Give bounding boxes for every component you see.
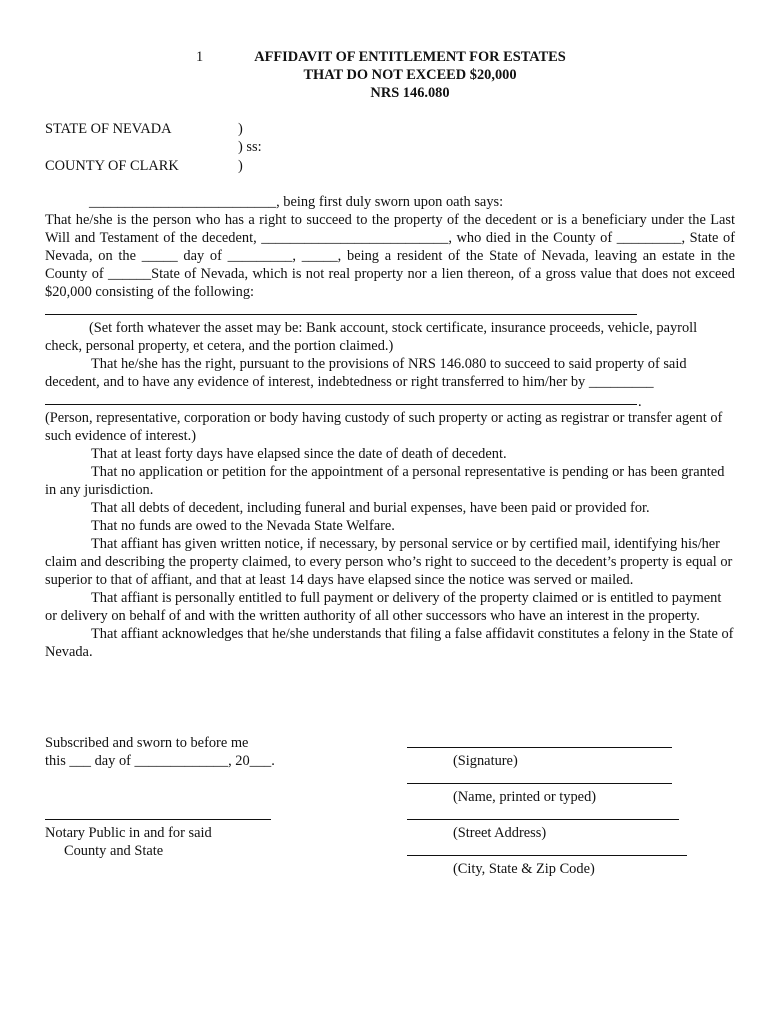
date-line-text[interactable]: this ___ day of _____________, 20___. (45, 753, 275, 769)
subscribed-text: Subscribed and sworn to before me (45, 735, 249, 751)
document-title (230, 48, 590, 102)
custody-note: (Person, representative, corporation or body having custody of such property or acting as registrar or transfer agent of such evidence of interest.) (45, 410, 723, 444)
affidavit-body-part3 (45, 409, 735, 661)
affidavit-body-part2 (45, 319, 735, 391)
venue-paren-ss: ) ss: (238, 139, 262, 155)
oath-line: __________________________, being first duly sworn upon oath says: (89, 194, 504, 210)
affiant-signature-line[interactable] (407, 747, 672, 748)
no-application-clause: That no application or petition for the appointment of a personal representative is pending or has been granted in any jurisdiction. (45, 464, 725, 498)
asset-description-line[interactable] (45, 314, 637, 315)
notary-label-1: Notary Public in and for said (45, 825, 212, 841)
forty-days-clause: That at least forty days have elapsed since the date of death of decedent. (91, 446, 507, 462)
debts-paid-clause: That all debts of decedent, including funeral and burial expenses, have been paid or provided for. (91, 500, 650, 516)
transferee-line[interactable] (45, 404, 637, 405)
street-address-label: (Street Address) (453, 825, 547, 841)
right-to-succeed-paragraph: That he/she has the right, pursuant to the provisions of NRS 146.080 to succeed to said property of said decedent, and to have any evidence of interest, indebtedness or right transferred to him/her by _________ (45, 356, 687, 390)
city-state-zip-line[interactable] (407, 855, 687, 856)
notary-signature-line[interactable] (45, 819, 271, 820)
printed-name-line[interactable] (407, 783, 672, 784)
felony-acknowledgment: That affiant acknowledges that he/she understands that filing a false affidavit constitutes a felony in the State of Nevada. (45, 626, 734, 660)
signature-label: (Signature) (453, 753, 518, 769)
entitlement-paragraph: That he/she is the person who has a right to succeed to the property of the decedent or is a beneficiary under the Last Will and Testament of the decedent, __________________________, who died in the County of _________, State of Nevada, on the _____ day of _________, _____, being a resident of the State of Nevada, leaving an estate in the County of ______State of Nevada, which is not real property nor a lien thereon, of a gross value that does not exceed $20,000 consisting of the following: (45, 212, 735, 300)
entitled-clause: That affiant is personally entitled to full payment or delivery of the property claimed or is entitled to payment or delivery on behalf of and with the written authority of all other successors who have an interest in the property. (45, 590, 722, 624)
page-number: 1 (196, 49, 204, 65)
venue-county: COUNTY OF CLARK (45, 158, 179, 174)
title-line-3: NRS 146.080 (370, 85, 450, 101)
title-line-2: THAT DO NOT EXCEED $20,000 (303, 67, 517, 83)
no-funds-clause: That no funds are owed to the Nevada State Welfare. (91, 518, 395, 534)
transferee-line-period: . (638, 394, 642, 410)
notary-label-2: County and State (64, 843, 164, 859)
set-forth-instruction: (Set forth whatever the asset may be: Bank account, stock certificate, insurance proceeds, vehicle, payroll check, personal property, et cetera, and the portion claimed.) (45, 320, 698, 354)
venue-state: STATE OF NEVADA (45, 121, 172, 137)
street-address-line[interactable] (407, 819, 679, 820)
venue-paren-3: ) (238, 158, 243, 174)
venue-paren-1: ) (238, 121, 243, 137)
city-state-zip-label: (City, State & Zip Code) (453, 861, 595, 877)
written-notice-clause: That affiant has given written notice, if necessary, by personal service or by certified mail, identifying his/her claim and describing the property claimed, to every person who’s right to succeed to the decedent’s property is equal or superior to that of affiant, and that at least 14 days have elapsed since the notice was served or mailed. (45, 536, 733, 588)
affidavit-body-part1 (45, 193, 735, 301)
printed-name-label: (Name, printed or typed) (453, 789, 597, 805)
title-line-1: AFFIDAVIT OF ENTITLEMENT FOR ESTATES (254, 49, 566, 65)
